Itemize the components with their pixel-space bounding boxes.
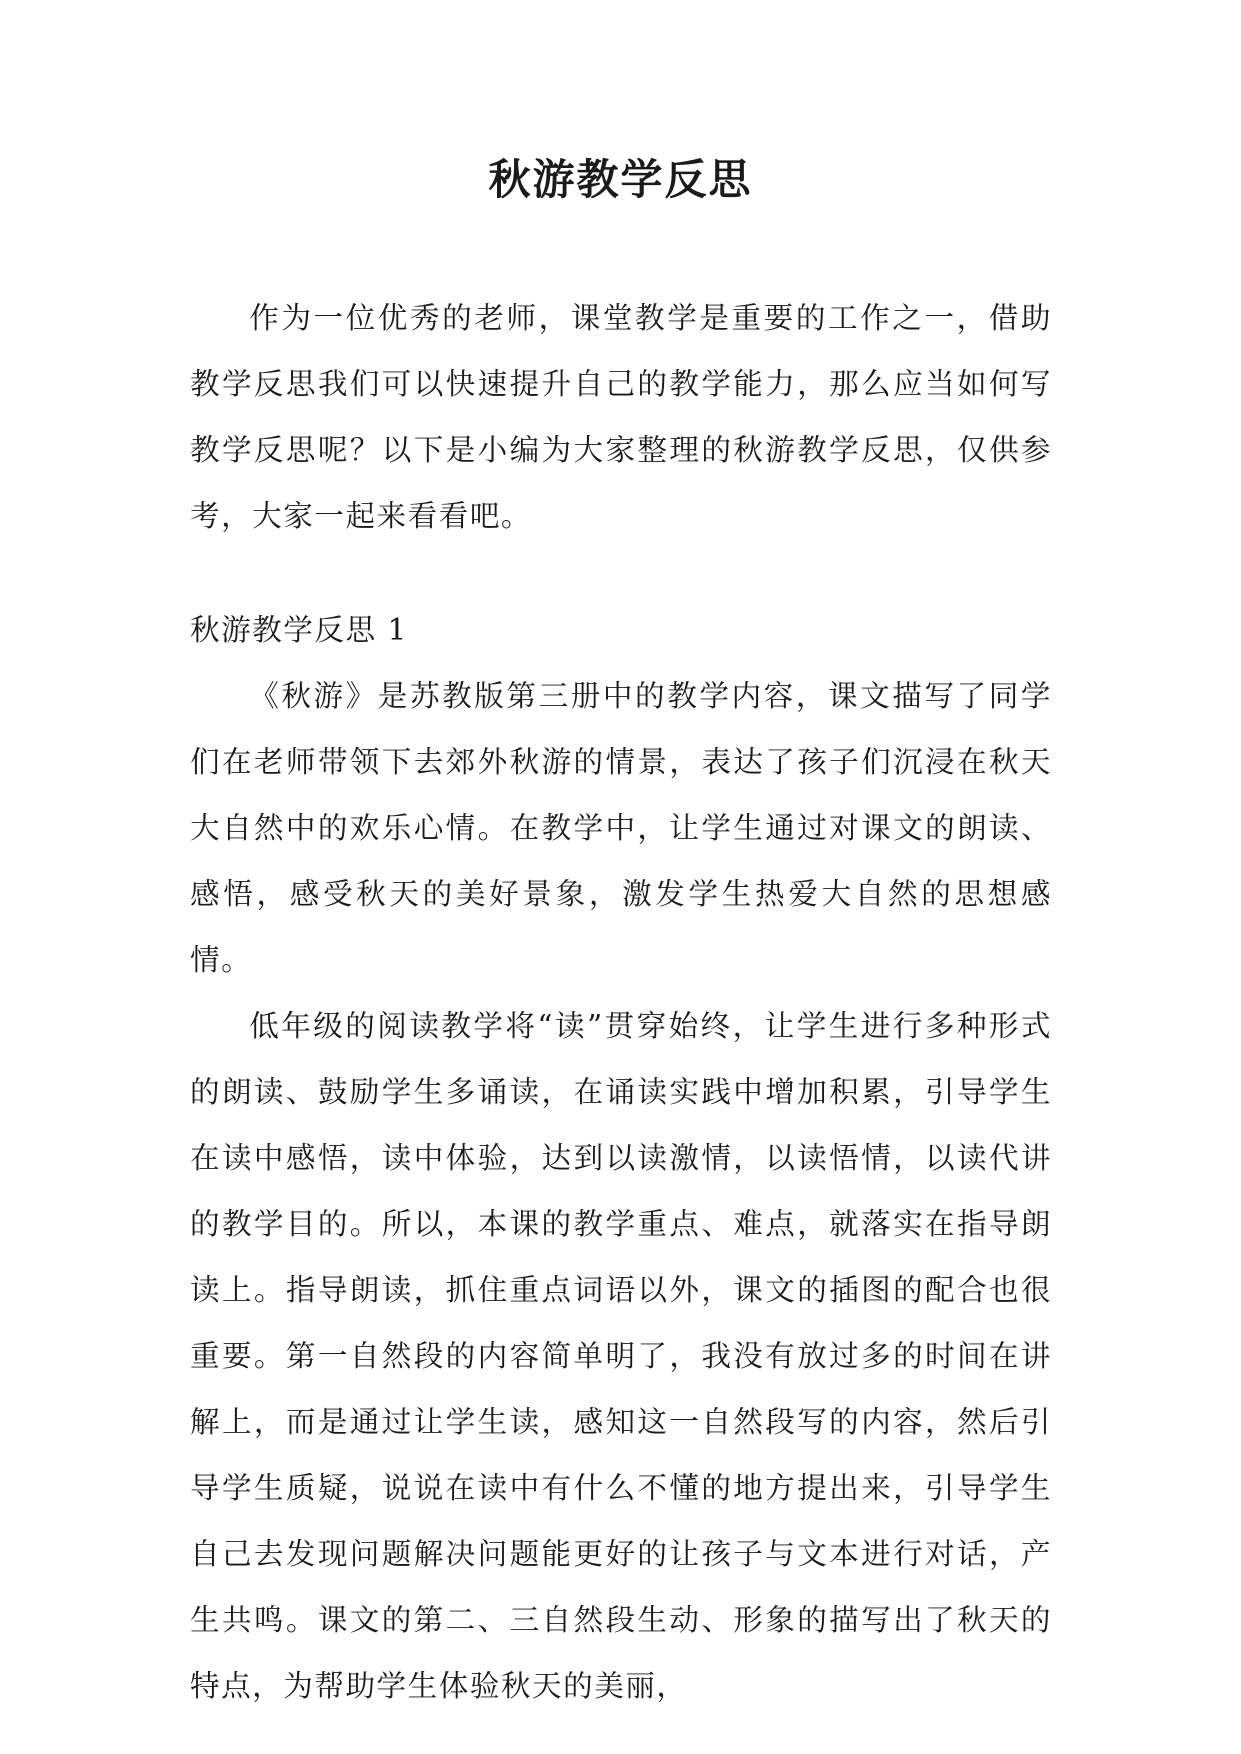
document-body xyxy=(190,285,1052,1719)
body-paragraph: 低年级的阅读教学将“读”贯穿始终，让学生进行多种形式的朗读、鼓励学生多诵读，在诵读实践中增加积累，引导学生在读中感悟，读中体验，达到以读激情，以读悟情，以读代讲的教学目的。所以，本课的教学重点、难点，就落实在指导朗读上。指导朗读，抓住重点词语以外，课文的插图的配合也很重要。第一自然段的内容简单明了，我没有放过多的时间在讲解上，而是通过让学生读，感知这一自然段写的内容，然后引导学生质疑，说说在读中有什么不懂的地方提出来，引导学生自己去发现问题解决问题能更好的让孩子与文本进行对话，产生共鸣。课文的第二、三自然段生动、形象的描写出了秋天的特点，为帮助学生体验秋天的美丽， xyxy=(190,1009,1052,1703)
intro-paragraph: 作为一位优秀的老师，课堂教学是重要的工作之一，借助教学反思我们可以快速提升自己的教学能力，那么应当如何写教学反思呢？以下是小编为大家整理的秋游教学反思，仅供参考，大家一起来看看吧。 xyxy=(190,301,1052,533)
document-title: 秋游教学反思 xyxy=(488,155,753,204)
section-heading: 秋游教学反思 1 xyxy=(190,613,408,647)
body-paragraph: 《秋游》是苏教版第三册中的教学内容，课文描写了同学们在老师带领下去郊外秋游的情景，表达了孩子们沉浸在秋天大自然中的欢乐心情。在教学中，让学生通过对课文的朗读、感悟，感受秋天的美好景象，激发学生热爱大自然的思想感情。 xyxy=(190,679,1052,977)
